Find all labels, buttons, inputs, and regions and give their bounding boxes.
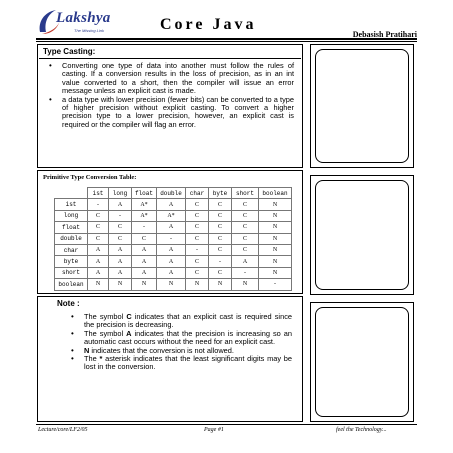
table-cell: A — [157, 256, 186, 267]
table-cell: C — [186, 199, 209, 210]
header-rule-thin — [36, 41, 417, 42]
row-header: byte — [55, 256, 88, 267]
table-cell: - — [209, 256, 232, 267]
table-row — [55, 267, 292, 278]
list-item: • The * asterisk indicates that the least significant digits may be lost in the conversion. — [71, 354, 292, 372]
table-cell: N — [232, 279, 259, 290]
table-cell: - — [88, 199, 109, 210]
table-cell: N — [259, 244, 292, 255]
table-cell: C — [209, 222, 232, 233]
table-cell: A — [109, 267, 132, 278]
list-item: • N indicates that the conversion is not allowed. — [71, 345, 234, 355]
author-name: Debasish Pratihari — [352, 30, 417, 39]
footer-rule — [36, 424, 417, 425]
table-cell: C — [186, 233, 209, 244]
notes-box — [310, 44, 414, 168]
table-cell: N — [186, 279, 209, 290]
table-cell: C — [232, 210, 259, 221]
table-corner — [55, 188, 88, 199]
table-cell: C — [209, 267, 232, 278]
table-cell: C — [232, 199, 259, 210]
table-cell: C — [232, 233, 259, 244]
table-cell: - — [157, 233, 186, 244]
table-cell: C — [209, 210, 232, 221]
table-cell: N — [88, 279, 109, 290]
table-cell: C — [186, 222, 209, 233]
bullet-icon: • — [49, 94, 52, 104]
brand-tagline: The Missing Link — [74, 28, 105, 33]
table-cell: A — [157, 267, 186, 278]
list-item: • a data type with lower precision (fewer bits) can be converted to a type of higher precision without explicit casting. To convert a higher precision type to a lower precision, however, an explicit cast is required or the compiler will flag an error. — [49, 94, 294, 129]
bullet-icon: • — [71, 354, 74, 364]
table-cell: C — [209, 233, 232, 244]
notes-box-inner — [315, 307, 409, 417]
table-cell: A — [132, 267, 157, 278]
table-cell: N — [259, 267, 292, 278]
table-cell: - — [132, 222, 157, 233]
section-heading: Type Casting: — [43, 47, 96, 56]
note-heading: Note : — [57, 299, 80, 308]
section-divider — [39, 58, 301, 59]
table-cell: A — [109, 256, 132, 267]
table-cell: N — [259, 233, 292, 244]
table-cell: N — [209, 279, 232, 290]
table-cell: N — [109, 279, 132, 290]
table-cell: N — [259, 222, 292, 233]
table-cell: C — [209, 199, 232, 210]
bullet-icon: • — [71, 328, 74, 338]
table-cell: A — [157, 244, 186, 255]
table-row — [55, 279, 292, 290]
table-cell: A* — [132, 210, 157, 221]
bullet-icon: • — [71, 312, 74, 321]
table-cell: C — [186, 267, 209, 278]
brand-name: Lakshya — [56, 10, 111, 26]
conversion-table-section — [37, 170, 303, 294]
table-row — [55, 244, 292, 255]
table-cell: - — [186, 244, 209, 255]
list-item: • Converting one type of data into another must follow the rules of casting. If a conversion results in the loss of precision, as in an int value converted to a short, then the compiler will issue an error message unless an explicit cast is made. — [49, 61, 294, 96]
header-rule — [36, 38, 417, 40]
row-header: long — [55, 210, 88, 221]
column-header: byte — [209, 188, 232, 199]
table-cell: C — [232, 244, 259, 255]
table-cell: C — [232, 222, 259, 233]
table-cell: C — [186, 256, 209, 267]
row-header: short — [55, 267, 88, 278]
notes-box — [310, 302, 414, 422]
table-cell: C — [109, 222, 132, 233]
table-cell: A — [132, 256, 157, 267]
table-cell: - — [232, 267, 259, 278]
table-cell: A* — [157, 210, 186, 221]
table-cell: C — [132, 233, 157, 244]
table-row — [55, 199, 292, 210]
table-cell: N — [132, 279, 157, 290]
column-header: long — [109, 188, 132, 199]
list-item: • The symbol C indicates that an explicit cast is required since the precision is decreasing. — [71, 312, 292, 330]
footer-lecture-code: Lecture/core/LF2/05 — [38, 427, 88, 433]
column-header: boolean — [259, 188, 292, 199]
table-cell: N — [157, 279, 186, 290]
table-cell: C — [88, 222, 109, 233]
page-title: Core Java — [160, 16, 257, 33]
table-cell: C — [209, 244, 232, 255]
table-cell: A — [109, 199, 132, 210]
table-cell: A — [88, 244, 109, 255]
bullet-icon: • — [49, 61, 52, 70]
table-cell: C — [88, 210, 109, 221]
row-header: float — [55, 222, 88, 233]
footer-slogan: feel the Technology... — [336, 427, 387, 433]
table-cell: C — [109, 233, 132, 244]
column-header: short — [232, 188, 259, 199]
lakshya-logo — [36, 8, 116, 38]
column-header: float — [132, 188, 157, 199]
table-row — [55, 210, 292, 221]
table-row — [55, 222, 292, 233]
type-casting-list — [49, 61, 294, 129]
row-header: char — [55, 244, 88, 255]
row-header: double — [55, 233, 88, 244]
table-cell: A — [157, 199, 186, 210]
note-section — [37, 296, 303, 422]
table-cell: A — [88, 267, 109, 278]
notes-box-inner — [315, 180, 409, 290]
list-item: • The symbol A indicates that the precision is increasing so an automatic cast occurs without the need for an explicit cast. — [71, 328, 292, 347]
note-list — [71, 312, 292, 372]
table-cell: - — [259, 279, 292, 290]
table-cell: - — [109, 210, 132, 221]
column-header: double — [157, 188, 186, 199]
table-cell: N — [259, 210, 292, 221]
row-header: ist — [55, 199, 88, 210]
table-row — [55, 233, 292, 244]
row-header: boolean — [55, 279, 88, 290]
table-cell: A — [88, 256, 109, 267]
table-cell: A — [232, 256, 259, 267]
column-header: ist — [88, 188, 109, 199]
column-header: char — [186, 188, 209, 199]
bullet-icon: • — [71, 345, 74, 355]
conversion-table — [54, 187, 292, 291]
table-cell: A — [157, 222, 186, 233]
table-cell: C — [88, 233, 109, 244]
table-header-row — [55, 188, 292, 199]
table-cell: A* — [132, 199, 157, 210]
type-casting-section — [37, 44, 303, 168]
table-cell: C — [186, 210, 209, 221]
footer-page-number: Page #1 — [204, 427, 224, 433]
table-row — [55, 256, 292, 267]
table-heading: Primitive Type Conversion Table: — [43, 174, 137, 181]
notes-box — [310, 175, 414, 295]
table-cell: A — [132, 244, 157, 255]
table-cell: A — [109, 244, 132, 255]
table-cell: N — [259, 199, 292, 210]
table-cell: N — [259, 256, 292, 267]
notes-box-inner — [315, 49, 409, 163]
